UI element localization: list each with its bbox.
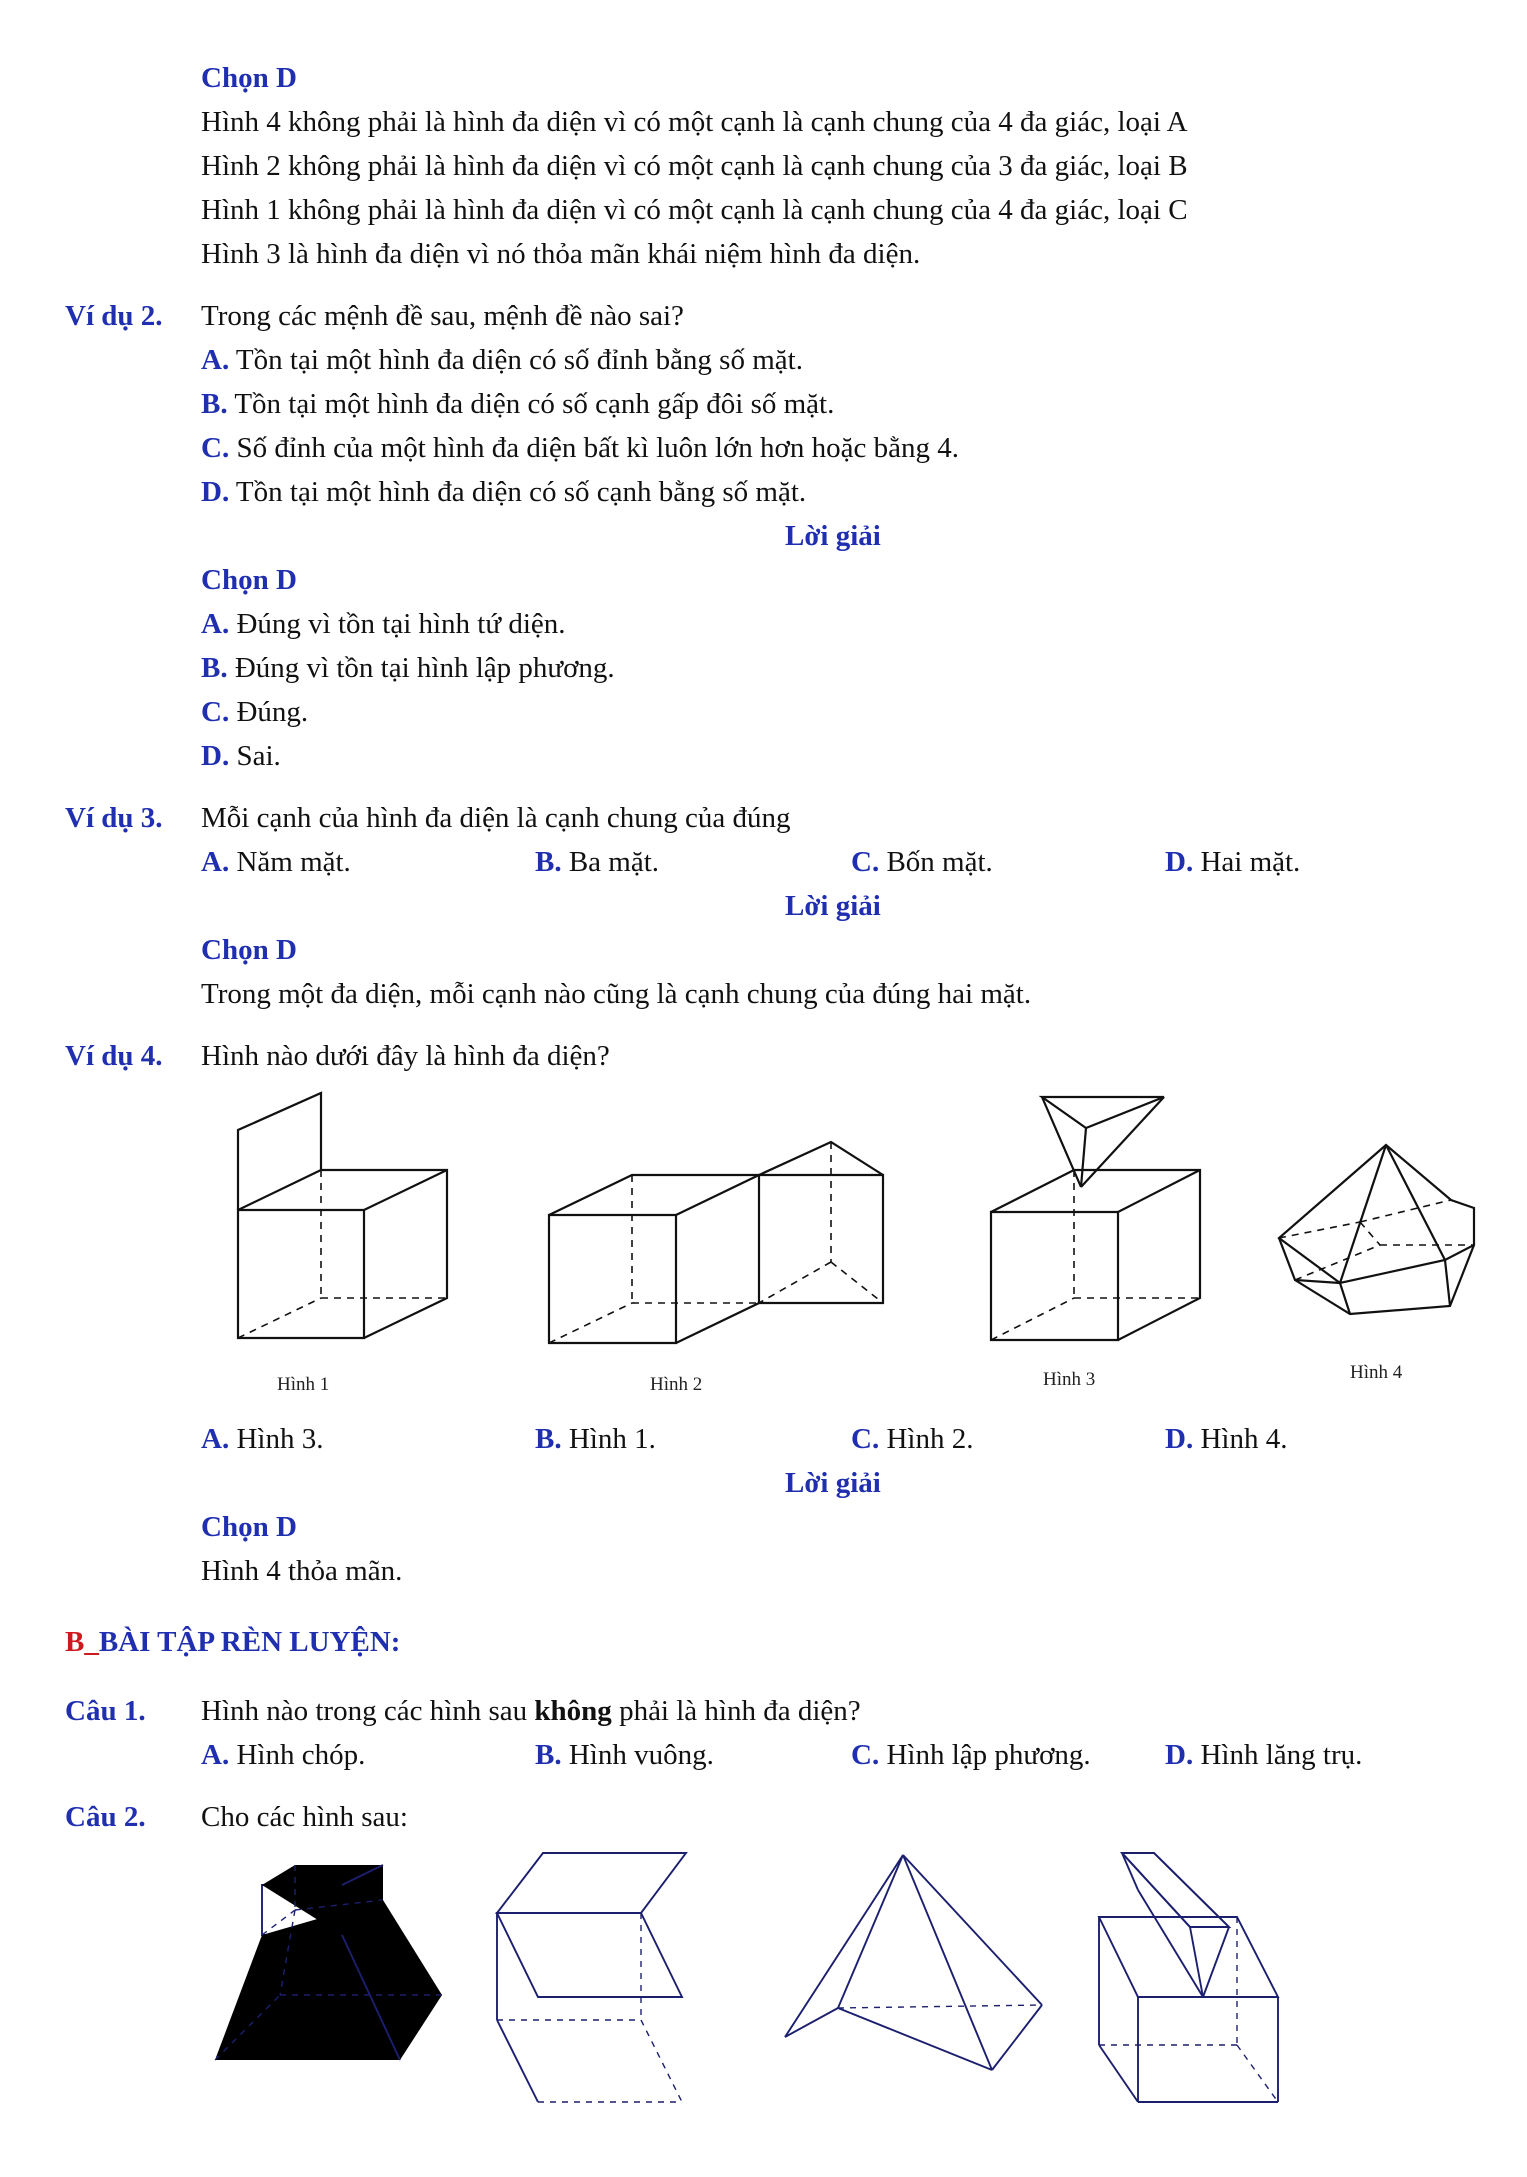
caption-hinh-1: Hình 1 [277,1374,330,1395]
cau1-option-d: D. Hình lăng trụ. [1165,1739,1363,1771]
cau1-option-a: A. Hình chóp. [201,1739,366,1771]
vd2-option-b: B. Tồn tại một hình đa diện có số cạnh gấp đôi số mặt. [201,388,835,420]
vd3-label: Ví dụ 3. [65,802,163,834]
vd4-explain: Hình 4 thỏa mãn. [201,1555,403,1587]
s1-line-3: Hình 1 không phải là hình đa diện vì có một cạnh là cạnh chung của 4 đa giác, loại C [201,194,1188,226]
vd4-solution-title: Lời giải [785,1467,881,1499]
vd3-choice: Chọn D [201,934,297,966]
s1-line-4: Hình 3 là hình đa diện vì nó thỏa mãn khái niệm hình đa diện. [201,238,921,270]
vd4-option-b: B. Hình 1. [535,1423,656,1455]
vd2-explain-c: C. Đúng. [201,696,309,728]
vd3-option-a: A. Năm mặt. [201,846,351,878]
vd3-option-c: C. Bốn mặt. [851,846,993,878]
vd4-option-d: D. Hình 4. [1165,1423,1288,1455]
vd3-question: Mỗi cạnh của hình đa diện là cạnh chung của đúng [201,802,791,834]
cau1-question: Hình nào trong các hình sau không phải là hình đa diện? [201,1695,861,1727]
vd4-choice: Chọn D [201,1511,297,1543]
cau1-label: Câu 1. [65,1695,146,1727]
vd2-explain-a: A. Đúng vì tồn tại hình tứ diện. [201,608,566,640]
s1-line-1: Hình 4 không phải là hình đa diện vì có một cạnh là cạnh chung của 4 đa giác, loại A [201,106,1188,138]
caption-hinh-2: Hình 2 [650,1374,703,1395]
vd2-option-c: C. Số đỉnh của một hình đa diện bất kì luôn lớn hơn hoặc bằng 4. [201,432,959,464]
vd2-explain-b: B. Đúng vì tồn tại hình lập phương. [201,652,615,684]
vd2-option-d: D. Tồn tại một hình đa diện có số cạnh bằng số mặt. [201,476,807,508]
s1-choice: Chọn D [201,62,297,94]
cau1-option-b: B. Hình vuông. [535,1739,714,1771]
vd2-explain-d: D. Sai. [201,740,281,772]
vd3-explain: Trong một đa diện, mỗi cạnh nào cũng là cạnh chung của đúng hai mặt. [201,978,1032,1010]
section-b-heading: B_BÀI TẬP RÈN LUYỆN: [65,1626,401,1658]
vd2-choice: Chọn D [201,564,297,596]
vd2-question: Trong các mệnh đề sau, mệnh đề nào sai? [201,300,684,332]
vd4-question: Hình nào dưới đây là hình đa diện? [201,1040,610,1072]
caption-hinh-3: Hình 3 [1043,1369,1096,1390]
s1-line-2: Hình 2 không phải là hình đa diện vì có một cạnh là cạnh chung của 3 đa giác, loại B [201,150,1188,182]
cau1-option-c: C. Hình lập phương. [851,1739,1091,1771]
vd4-label: Ví dụ 4. [65,1040,163,1072]
vd2-label: Ví dụ 2. [65,300,163,332]
vd3-option-d: D. Hai mặt. [1165,846,1301,878]
cau2-question: Cho các hình sau: [201,1801,408,1833]
vd2-solution-title: Lời giải [785,520,881,552]
vd3-option-b: B. Ba mặt. [535,846,660,878]
cau2-label: Câu 2. [65,1801,146,1833]
vd4-option-a: A. Hình 3. [201,1423,324,1455]
vd2-option-a: A. Tồn tại một hình đa diện có số đỉnh bằng số mặt. [201,344,803,376]
vd3-solution-title: Lời giải [785,890,881,922]
caption-hinh-4: Hình 4 [1350,1362,1403,1383]
vd4-option-c: C. Hình 2. [851,1423,974,1455]
